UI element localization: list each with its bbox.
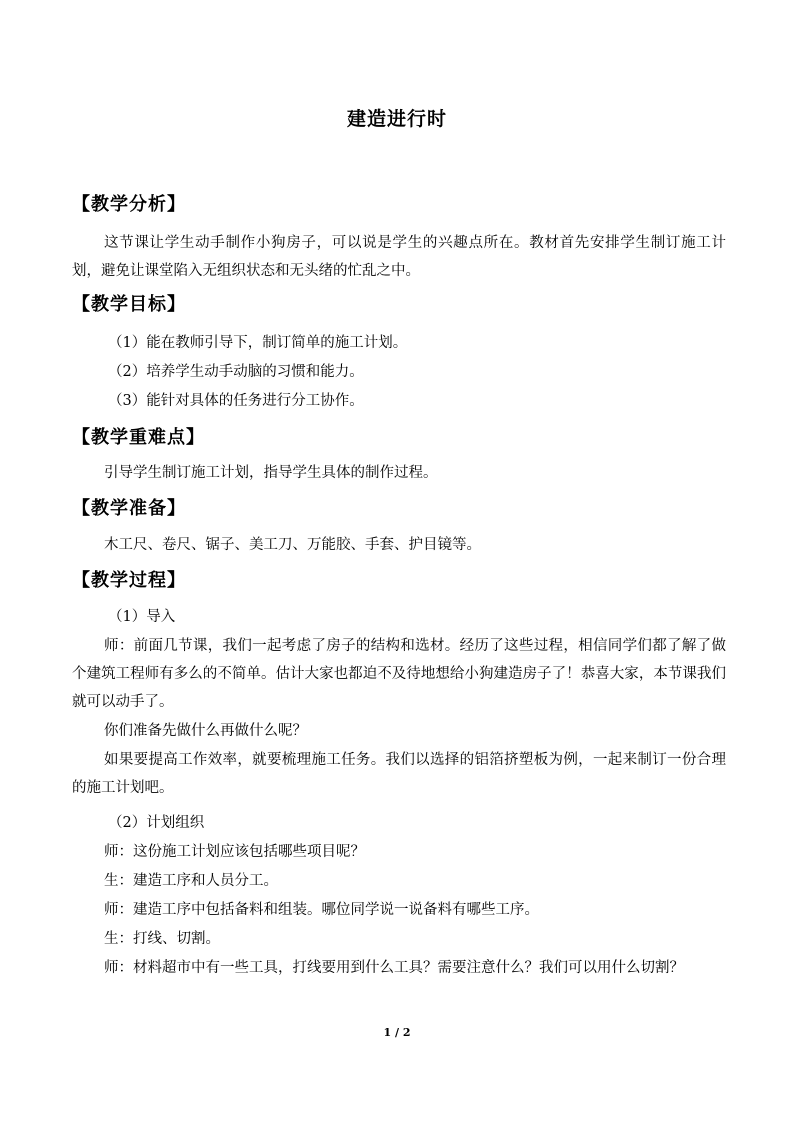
- process-step-1: （1）导入: [108, 609, 176, 625]
- analysis-paragraph: 这节课让学生动手制作小狗房子，可以说是学生的兴趣点所在。教材首先安排学生制订施工计划，避免让课堂陷入无组织状态和无头绪的忙乱之中。: [72, 235, 726, 279]
- goal-item-3: （3）能针对具体的任务进行分工协作。: [108, 393, 364, 409]
- heading-goals: 【教学目标】: [72, 294, 186, 315]
- preparation-text: 木工尺、卷尺、锯子、美工刀、万能胶、手套、护目镜等。: [104, 537, 481, 553]
- goal-item-1: （1）能在教师引导下，制订简单的施工计划。: [108, 335, 408, 351]
- process-paragraph-4: 师：这份施工计划应该包括哪些项目呢？: [104, 844, 365, 860]
- process-paragraph-8: 师：材料超市中有一些工具，打线要用到什么工具？需要注意什么？我们可以用什么切割？: [104, 960, 684, 976]
- heading-preparation: 【教学准备】: [72, 498, 186, 519]
- key-points-text: 引导学生制订施工计划，指导学生具体的制作过程。: [104, 465, 438, 481]
- process-paragraph-2: 你们准备先做什么再做什么呢？: [104, 723, 307, 739]
- page-title: 建造进行时: [346, 108, 447, 130]
- page-number: 1 / 2: [383, 1026, 411, 1039]
- heading-key-points: 【教学重难点】: [72, 427, 205, 448]
- heading-process: 【教学过程】: [72, 570, 186, 591]
- process-paragraph-5: 生：建造工序和人员分工。: [104, 873, 278, 889]
- heading-analysis: 【教学分析】: [72, 194, 186, 215]
- process-paragraph-3: 如果要提高工作效率，就要梳理施工任务。我们以选择的铝箔挤塑板为例，一起来制订一份合理的施工计划吧。: [72, 752, 726, 796]
- goal-item-2: （2）培养学生动手动脑的习惯和能力。: [108, 364, 364, 380]
- process-paragraph-1: 师：前面几节课，我们一起考虑了房子的结构和选材。经历了这些过程，相信同学们都了解了做个建筑工程师有多么的不简单。估计大家也都迫不及待地想给小狗建造房子了！恭喜大家，本节课我们就可以动手了。: [72, 638, 726, 710]
- process-paragraph-6: 师：建造工序中包括备料和组装。哪位同学说一说备料有哪些工序。: [104, 902, 539, 918]
- process-step-2: （2）计划组织: [108, 815, 205, 831]
- process-paragraph-7: 生：打线、切割。: [104, 931, 220, 947]
